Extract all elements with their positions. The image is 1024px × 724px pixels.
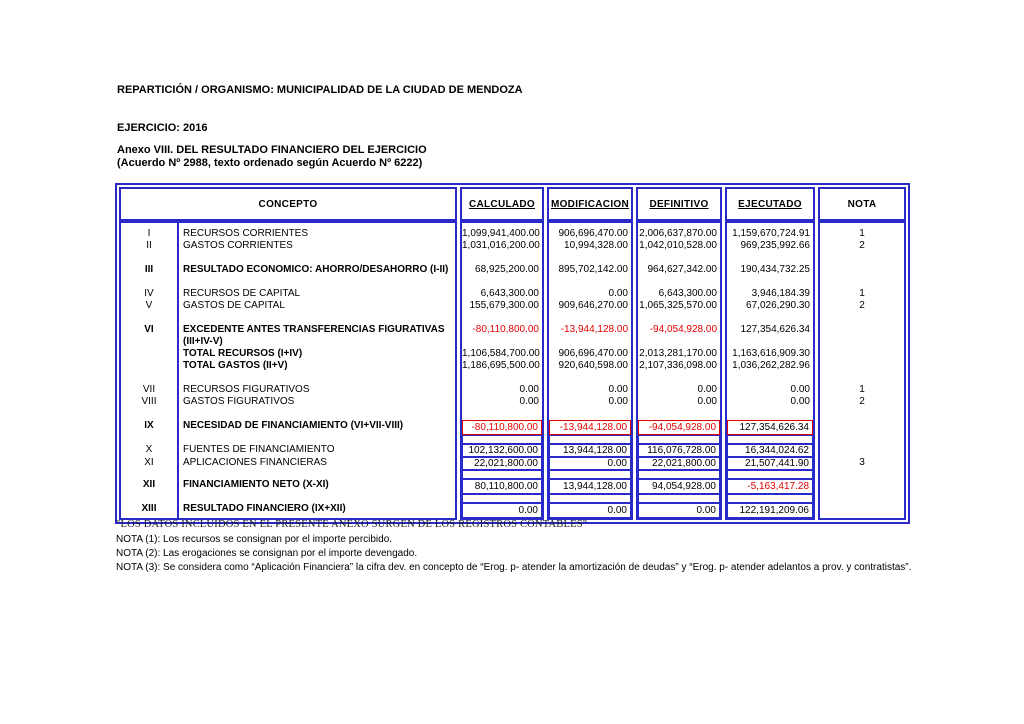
empty-boxed-cell	[549, 494, 631, 503]
annex-title: Anexo VIII. DEL RESULTADO FINANCIERO DEL EJERCICIO	[117, 144, 427, 156]
cell-value-text: 127,354,626.34	[739, 421, 809, 433]
cell-value	[462, 384, 542, 396]
cell-value-text: 2,107,336,098.00	[639, 360, 717, 371]
row-label-line2: (III+IV-V)	[183, 336, 223, 347]
cell-value	[462, 348, 542, 360]
cell-value	[549, 360, 631, 372]
column-body-modificacion	[547, 221, 633, 520]
column-ejecutado	[725, 187, 815, 520]
spacer-row	[638, 372, 720, 384]
cell-nota	[820, 360, 904, 372]
cell-value-text: 906,696,470.00	[558, 348, 628, 359]
cell-value-text: 0.00	[697, 396, 717, 407]
cell-value-text: 68,925,200.00	[475, 264, 539, 275]
spacer-row	[549, 408, 631, 420]
spacer-row	[820, 312, 904, 324]
row-label: GASTOS CORRIENTES	[183, 240, 293, 251]
cell-value-text: 1,186,695,500.00	[462, 360, 540, 371]
exercise-year: EJERCICIO: 2016	[117, 122, 208, 134]
cell-value	[462, 264, 542, 276]
cell-value	[549, 240, 631, 252]
spacer-row	[549, 372, 631, 384]
row-numeral: XI	[144, 457, 154, 468]
row-label: RECURSOS FIGURATIVOS	[183, 384, 310, 395]
note-1: NOTA (1): Los recursos se consignan por el importe percibido.	[116, 534, 393, 545]
cell-value-text: -13,944,128.00	[559, 421, 627, 433]
table-row-concept-13	[121, 396, 455, 408]
cell-value-text: 895,702,142.00	[558, 264, 628, 275]
column-body-concepto	[119, 221, 457, 520]
spacer-row	[462, 408, 542, 420]
table-row-concept-10	[121, 360, 455, 372]
cell-value	[549, 396, 631, 408]
empty-boxed-cell	[549, 470, 631, 479]
cell-value	[638, 288, 720, 300]
spacer-row	[727, 276, 813, 288]
cell-value-text: 10,994,328.00	[564, 240, 628, 251]
cell-value	[462, 288, 542, 300]
spacer-row	[820, 252, 904, 264]
cell-value-text: 1,036,262,282.96	[732, 360, 810, 371]
cell-nota	[820, 420, 904, 435]
cell-value	[727, 479, 813, 494]
cell-value	[638, 228, 720, 240]
cell-value-text: 0.00	[607, 457, 627, 469]
cell-value-text: 969,235,992.66	[740, 240, 810, 251]
cell-value	[638, 360, 720, 372]
cell-nota: 2	[859, 240, 865, 251]
spacer-row	[121, 470, 455, 479]
column-body-ejecutado	[725, 221, 815, 520]
cell-nota: 1	[859, 288, 865, 299]
cell-value	[549, 288, 631, 300]
cell-value-text: 155,679,300.00	[469, 300, 539, 311]
cell-value	[549, 457, 631, 470]
cell-value	[638, 444, 720, 457]
column-header-label: DEFINITIVO	[649, 198, 709, 210]
row-label: RECURSOS DE CAPITAL	[183, 288, 301, 299]
column-header-concepto	[119, 187, 457, 221]
cell-value-text: 0.00	[608, 288, 628, 299]
spacer-row	[121, 312, 455, 324]
cell-value-text: 80,110,800.00	[474, 480, 538, 492]
cell-value-text: 0.00	[697, 384, 717, 395]
row-numeral: IX	[144, 420, 154, 431]
cell-value	[727, 360, 813, 372]
cell-value-text: 0.00	[519, 396, 539, 407]
agreement-subtitle: (Acuerdo Nº 2988, texto ordenado según Acuerdo Nº 6222)	[117, 157, 423, 169]
column-header-modificacion	[547, 187, 633, 221]
cell-value	[638, 264, 720, 276]
table-row-concept-15	[121, 420, 455, 435]
cell-value	[549, 348, 631, 360]
cell-value	[638, 324, 720, 348]
column-header-ejecutado	[725, 187, 815, 221]
note-2: NOTA (2): Las erogaciones se consignan por el importe devengado.	[116, 548, 418, 559]
row-label: RESULTADO FINANCIERO (IX+XII)	[183, 503, 346, 514]
cell-value-text: 0.00	[608, 384, 628, 395]
cell-value-text: 0.00	[790, 384, 810, 395]
row-numeral: II	[146, 240, 152, 251]
column-header-label: MODIFICACION	[550, 198, 630, 210]
column-header-label: CONCEPTO	[258, 198, 318, 210]
cell-value	[462, 228, 542, 240]
cell-value	[638, 396, 720, 408]
column-body-definitivo	[636, 221, 722, 520]
cell-value	[727, 396, 813, 408]
table-row-concept-0	[121, 228, 455, 240]
table-row-concept-1	[121, 240, 455, 252]
spacer-row	[462, 312, 542, 324]
spacer-row	[820, 372, 904, 384]
cell-value-text: 909,646,270.00	[558, 300, 628, 311]
empty-boxed-cell	[638, 470, 720, 479]
column-calculado	[460, 187, 544, 520]
empty-boxed-cell	[638, 435, 720, 444]
cell-value-text: 13,944,128.00	[563, 444, 627, 456]
cell-value-text: 1,099,941,400.00	[462, 228, 540, 239]
cell-value-text: 2,013,281,170.00	[639, 348, 717, 359]
row-numeral: I	[147, 228, 151, 239]
empty-boxed-cell	[727, 494, 813, 503]
spacer-row	[638, 408, 720, 420]
cell-value	[727, 300, 813, 312]
cell-value-text: 0.00	[790, 396, 810, 407]
cell-value	[549, 503, 631, 518]
cell-value	[727, 228, 813, 240]
cell-value	[638, 348, 720, 360]
cell-nota: 1	[859, 384, 865, 395]
cell-value	[727, 240, 813, 252]
cell-value	[727, 457, 813, 470]
row-numeral: VII	[142, 384, 156, 395]
table-row-concept-6	[121, 300, 455, 312]
spacer-row	[549, 252, 631, 264]
column-header-definitivo	[636, 187, 722, 221]
cell-value-text: 116,076,728.00	[647, 444, 716, 456]
spacer-row	[121, 435, 455, 444]
cell-value-text: -5,163,417.28	[747, 480, 809, 492]
cell-value	[549, 420, 631, 435]
empty-boxed-cell	[727, 470, 813, 479]
spacer-row	[549, 276, 631, 288]
row-label: RESULTADO ECONOMICO: AHORRO/DESAHORRO (I-II)	[183, 264, 449, 275]
row-label: GASTOS FIGURATIVOS	[183, 396, 295, 407]
cell-value-text: 906,696,470.00	[558, 228, 628, 239]
spacer-row	[121, 372, 455, 384]
cell-value	[462, 360, 542, 372]
cell-value	[727, 444, 813, 457]
empty-boxed-cell	[462, 494, 542, 503]
cell-value-text: 13,944,128.00	[563, 480, 627, 492]
financial-result-table	[115, 183, 910, 524]
cell-value-text: 6,643,300.00	[480, 288, 539, 299]
cell-value	[462, 479, 542, 494]
cell-value	[638, 479, 720, 494]
spacer-row	[121, 408, 455, 420]
cell-nota: 2	[859, 300, 865, 311]
cell-value	[462, 444, 542, 457]
table-row-concept-9	[121, 348, 455, 360]
note-3: NOTA (3): Se considera como “Aplicación Financiera” la cifra dev. en concepto de “Erog. p- atender la amortización de deudas” y “Erog. p- atender adelantos a prov. y contratistas”.	[116, 562, 912, 573]
cell-value	[638, 503, 720, 518]
spacer-row	[727, 408, 813, 420]
cell-value-text: 3,946,184.39	[751, 288, 810, 299]
cell-value-text: 21,507,441.90	[745, 457, 809, 469]
column-header-calculado	[460, 187, 544, 221]
table-row-concept-20	[121, 479, 455, 494]
cell-nota	[820, 348, 904, 360]
spacer-row	[462, 252, 542, 264]
row-label: RECURSOS CORRIENTES	[183, 228, 309, 239]
cell-value	[462, 240, 542, 252]
cell-value	[462, 300, 542, 312]
row-label: NECESIDAD DE FINANCIAMIENTO (VI+VII-VIII)	[183, 420, 404, 431]
cell-nota	[820, 503, 904, 518]
cell-value-text: 22,021,800.00	[652, 457, 716, 469]
spacer-row	[820, 276, 904, 288]
empty-boxed-cell	[549, 435, 631, 444]
cell-value	[638, 457, 720, 470]
table-row-concept-8	[121, 324, 455, 348]
cell-value-text: 1,159,670,724.91	[732, 228, 810, 239]
column-concepto	[119, 187, 457, 520]
cell-nota: 3	[859, 457, 865, 468]
column-modificacion	[547, 187, 633, 520]
cell-value-text: 1,065,325,570.00	[639, 300, 717, 311]
cell-value	[462, 324, 542, 348]
cell-value	[727, 384, 813, 396]
spacer-row	[462, 276, 542, 288]
column-body-calculado	[460, 221, 544, 520]
row-numeral: X	[145, 444, 153, 455]
cell-value-text: 0.00	[518, 504, 538, 516]
table-row-concept-12	[121, 384, 455, 396]
cell-value	[727, 503, 813, 518]
spacer-row	[727, 372, 813, 384]
column-header-nota	[818, 187, 906, 221]
row-label: EXCEDENTE ANTES TRANSFERENCIAS FIGURATIVAS	[183, 324, 445, 335]
cell-value-text: 1,031,016,200.00	[462, 240, 540, 251]
row-numeral: VI	[144, 324, 154, 335]
row-numeral: III	[144, 264, 154, 275]
cell-value-text: 94,054,928.00	[652, 480, 716, 492]
cell-value-text: 16,344,024.62	[745, 444, 809, 456]
cell-nota: 1	[859, 228, 865, 239]
row-numeral: VIII	[141, 396, 157, 407]
column-header-label: EJECUTADO	[738, 198, 802, 210]
spacer-row	[820, 435, 904, 444]
empty-boxed-cell	[638, 494, 720, 503]
cell-value-text: 0.00	[696, 504, 716, 516]
spacer-row	[820, 470, 904, 479]
row-label: FINANCIAMIENTO NETO (X-XI)	[183, 479, 329, 490]
spacer-row	[121, 252, 455, 264]
table-row-concept-22	[121, 503, 455, 518]
cell-nota	[820, 479, 904, 494]
row-numeral: XIII	[141, 503, 157, 514]
table-row-concept-17	[121, 444, 455, 457]
spacer-row	[820, 494, 904, 503]
cell-value	[727, 264, 813, 276]
spacer-row	[820, 408, 904, 420]
row-label: FUENTES DE FINANCIAMIENTO	[183, 444, 335, 455]
column-header-label: NOTA	[847, 198, 877, 210]
cell-value-text: -80,110,800.00	[471, 421, 538, 433]
cell-value-text: 122,191,209.06	[739, 504, 809, 516]
empty-boxed-cell	[727, 435, 813, 444]
cell-value	[727, 420, 813, 435]
cell-value	[549, 300, 631, 312]
row-label: GASTOS DE CAPITAL	[183, 300, 285, 311]
table-row-concept-18	[121, 457, 455, 470]
table-row-concept-5	[121, 288, 455, 300]
cell-value-text: 67,026,290.30	[746, 300, 810, 311]
cell-value-text: 22,021,800.00	[474, 457, 538, 469]
row-label: APLICACIONES FINANCIERAS	[183, 457, 327, 468]
cell-value	[549, 324, 631, 348]
cell-value	[462, 420, 542, 435]
spacer-row	[121, 276, 455, 288]
org-title: REPARTICIÓN / ORGANISMO: MUNICIPALIDAD DE LA CIUDAD DE MENDOZA	[117, 84, 523, 96]
cell-value-text: 1,106,584,700.00	[462, 348, 540, 359]
row-numeral: IV	[144, 288, 154, 299]
cell-nota: 2	[859, 396, 865, 407]
cell-value	[462, 396, 542, 408]
spacer-row	[462, 372, 542, 384]
column-header-label: CALCULADO	[468, 198, 536, 210]
spacer-row	[638, 252, 720, 264]
empty-boxed-cell	[462, 435, 542, 444]
cell-value	[727, 348, 813, 360]
empty-boxed-cell	[462, 470, 542, 479]
table-row-concept-3	[121, 264, 455, 276]
cell-value-text: 964,627,342.00	[647, 264, 717, 275]
cell-value	[638, 420, 720, 435]
spacer-row	[121, 494, 455, 503]
row-numeral: XII	[142, 479, 156, 490]
cell-value	[727, 288, 813, 300]
cell-value-text: 0.00	[608, 396, 628, 407]
column-body-nota	[818, 221, 906, 520]
cell-value	[462, 457, 542, 470]
cell-value-text: 1,163,616,909.30	[732, 348, 810, 359]
column-definitivo	[636, 187, 722, 520]
cell-value	[727, 324, 813, 348]
cell-value	[462, 503, 542, 518]
cell-value	[638, 384, 720, 396]
spacer-row	[638, 312, 720, 324]
registry-disclaimer: "LOS DATOS INCLUIDOS EN EL PRESENTE ANEXO SURGEN DE LOS REGISTROS CONTABLES"	[116, 519, 588, 530]
cell-nota	[820, 264, 904, 276]
column-nota	[818, 187, 906, 520]
row-numeral: V	[145, 300, 153, 311]
cell-value-text: -94,054,928.00	[649, 324, 717, 335]
cell-value-text: 0.00	[519, 384, 539, 395]
cell-value-text: 2,006,637,870.00	[639, 228, 717, 239]
cell-value-text: -13,944,128.00	[560, 324, 628, 335]
row-label: TOTAL RECURSOS (I+IV)	[183, 348, 303, 359]
cell-value	[638, 240, 720, 252]
cell-value-text: 190,434,732.25	[740, 264, 810, 275]
cell-value	[549, 228, 631, 240]
cell-value-text: 920,640,598.00	[558, 360, 628, 371]
spacer-row	[638, 276, 720, 288]
cell-value-text: -80,110,800.00	[472, 324, 539, 335]
cell-value	[549, 479, 631, 494]
cell-value	[638, 300, 720, 312]
cell-nota	[820, 324, 904, 348]
row-label: TOTAL GASTOS (II+V)	[183, 360, 288, 371]
spacer-row	[727, 312, 813, 324]
cell-value	[549, 384, 631, 396]
cell-value-text: 6,643,300.00	[658, 288, 717, 299]
cell-value-text: 127,354,626.34	[740, 324, 810, 335]
cell-nota	[820, 444, 904, 457]
cell-value	[549, 264, 631, 276]
cell-value-text: 1,042,010,528.00	[639, 240, 717, 251]
cell-value-text: -94,054,928.00	[648, 421, 716, 433]
cell-value	[549, 444, 631, 457]
cell-value-text: 102,132,600.00	[468, 444, 538, 456]
spacer-row	[549, 312, 631, 324]
spacer-row	[727, 252, 813, 264]
cell-value-text: 0.00	[607, 504, 627, 516]
